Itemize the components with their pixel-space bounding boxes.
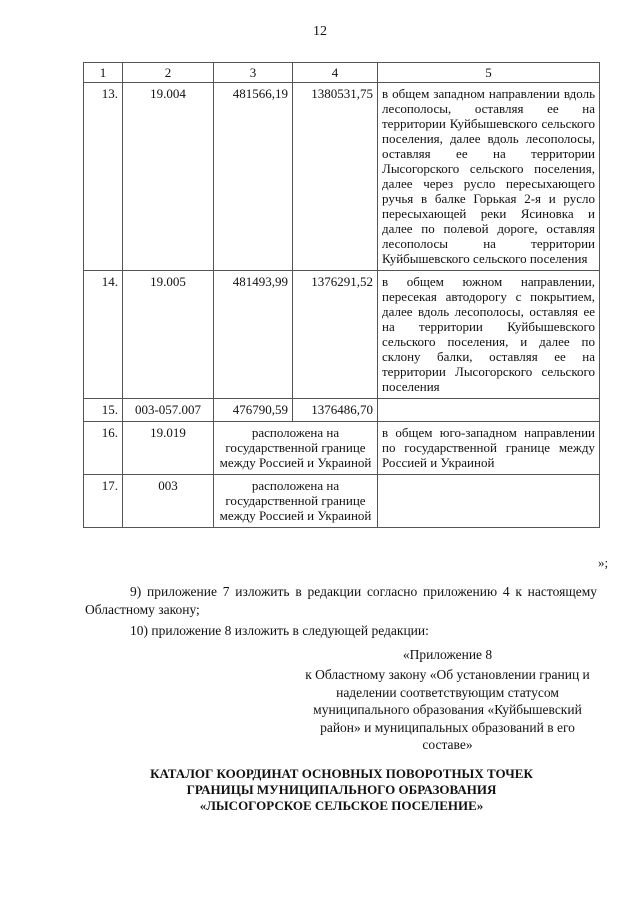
border-location-note: расположена на государственной границе между Россией и Украиной (214, 475, 378, 528)
boundary-description: в общем юго-западном направлении по государственной границе между Россией и Украиной (378, 422, 600, 475)
table-row (84, 271, 600, 399)
point-code: 19.005 (123, 271, 214, 399)
column-header-1: 1 (84, 63, 123, 83)
coordinate-y: 1380531,75 (293, 83, 378, 271)
point-code: 003-057.007 (123, 399, 214, 422)
coordinate-x: 481566,19 (214, 83, 293, 271)
catalog-title-line-2: ГРАНИЦЫ МУНИЦИПАЛЬНОГО ОБРАЗОВАНИЯ (186, 782, 497, 797)
page-number: 12 (313, 24, 327, 39)
table-closing-quote: »; (598, 555, 609, 570)
column-header-3: 3 (214, 63, 293, 83)
table-row (84, 399, 600, 422)
point-number: 15. (84, 399, 123, 422)
table-row (84, 83, 600, 271)
catalog-title (83, 766, 600, 814)
coordinate-x: 481493,99 (214, 271, 293, 399)
boundary-description: в общем западном направлении вдоль лесополосы, оставляя ее на территории Куйбышевского сельского поселения, далее вдоль лесополосы, оставляя ее на территории Лысогорского сельского поселения, далее через русло пересыхающего ручья в балке Горькая 2-я и русло пересыхающей реки Ясиновка и далее по полевой дороге, оставляя лесополосы на территории Куйбышевского сельского поселения (378, 83, 600, 271)
coordinate-x: 476790,59 (214, 399, 293, 422)
coordinate-y: 1376291,52 (293, 271, 378, 399)
catalog-title-line-3: «ЛЫСОГОРСКОЕ СЕЛЬСКОЕ ПОСЕЛЕНИЕ» (199, 798, 484, 813)
column-header-2: 2 (123, 63, 214, 83)
point-number: 16. (84, 422, 123, 475)
boundary-description (378, 475, 600, 528)
catalog-title-line-1: КАТАЛОГ КООРДИНАТ ОСНОВНЫХ ПОВОРОТНЫХ ТОЧЕК (150, 766, 533, 781)
point-number: 14. (84, 271, 123, 399)
appendix-title: «Приложение 8 (402, 647, 493, 662)
coordinates-table (83, 62, 600, 528)
point-number: 17. (84, 475, 123, 528)
table-row (84, 475, 600, 528)
column-header-4: 4 (293, 63, 378, 83)
appendix-reference: к Областному закону «Об установлении границ и наделении соответствующим статусом муниципального образования «Куйбышевский район» и муниципальных образований в его составе» (305, 667, 590, 752)
paragraph-10: 10) приложение 8 изложить в следующей редакции: (130, 623, 429, 638)
table-row (84, 422, 600, 475)
border-location-note: расположена на государственной границе между Россией и Украиной (214, 422, 378, 475)
point-number: 13. (84, 83, 123, 271)
boundary-description (378, 399, 600, 422)
point-code: 19.004 (123, 83, 214, 271)
point-code: 19.019 (123, 422, 214, 475)
boundary-description: в общем южном направлении, пересекая автодорогу с покрытием, далее вдоль лесополосы, оставляя ее на территории Куйбышевского сельского поселения, и далее по склону балки, оставляя ее на территории Лысогорского сельского поселения (378, 271, 600, 399)
point-code: 003 (123, 475, 214, 528)
column-header-5: 5 (378, 63, 600, 83)
table-header-row (84, 63, 600, 83)
coordinate-y: 1376486,70 (293, 399, 378, 422)
paragraph-9: 9) приложение 7 изложить в редакции согласно приложению 4 к настоящему Областному закону; (85, 584, 597, 617)
